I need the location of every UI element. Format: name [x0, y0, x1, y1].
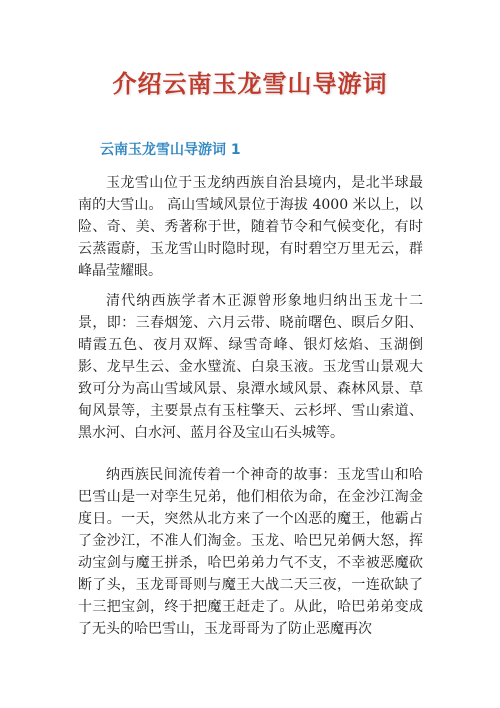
document-title: 介绍云南玉龙雪山导游词	[112, 70, 388, 98]
section-heading: 云南玉龙雪山导游词 1	[100, 142, 241, 158]
paragraph-1: 玉龙雪山位于玉龙纳西族自治县境内，是北半球最南的大雪山。 高山雪域风景位于海拔 4000 米以上，以险、奇、美、秀著称于世，随着节令和气候变化，有时云蒸霞蔚，玉龙雪山时隐时现，有时碧空万里无云，群峰晶莹耀眼。	[78, 175, 423, 279]
paragraph-2: 清代纳西族学者木正源曾形象地归纳出玉龙十二景，即：三春烟笼、六月云带、晓前曙色、暝后夕阳、晴霞五色、夜月双辉、绿雪奇峰、银灯炫焰、玉湖倒影、龙早生云、金水璧流、白泉玉液。玉龙雪山景观大致可分为高山雪域风景、泉潭水域风景、森林风景、草甸风景等，主要景点有玉柱擎天、云杉坪、雪山索道、黑水河、白水河、蓝月谷及宝山石头城等。	[78, 293, 423, 441]
paragraph-3: 纳西族民间流传着一个神奇的故事：玉龙雪山和哈巴雪山是一对孪生兄弟，他们相依为命，在金沙江淘金度日。一天，突然从北方来了一个凶恶的魔王，他霸占了金沙江，不准人们淘金。玉龙、哈巴兄弟俩大怒，挥动宝剑与魔王拼杀，哈巴弟弟力气不支，不幸被恶魔砍断了头，玉龙哥哥则与魔王大战二天三夜，一连砍缺了十三把宝剑，终于把魔王赶走了。从此，哈巴弟弟变成了无头的哈巴雪山，玉龙哥哥为了防止恶魔再次	[78, 467, 423, 637]
